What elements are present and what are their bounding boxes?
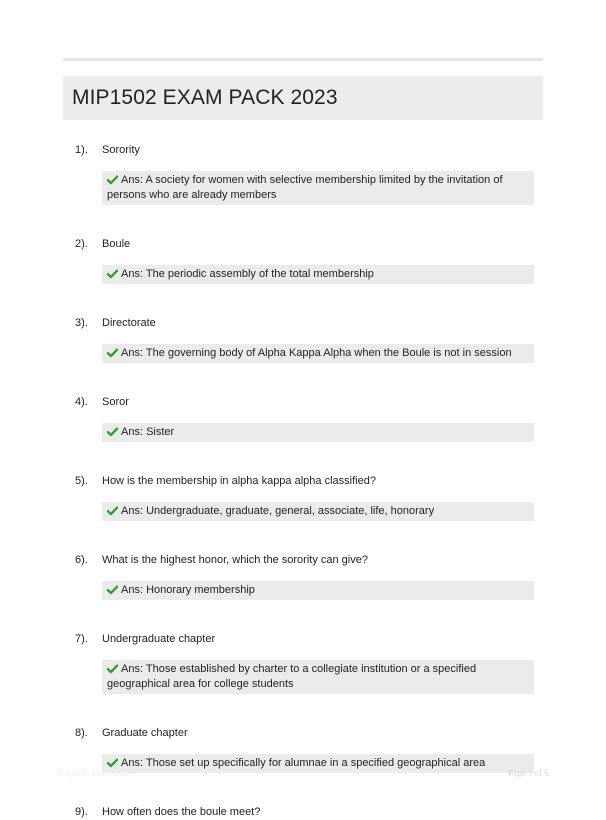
question-text: How often does the boule meet? <box>102 806 261 818</box>
answer-text: Ans: The periodic assembly of the total membership <box>121 268 374 280</box>
question-number: 7). <box>75 633 88 645</box>
answer-text: Ans: A society for women with selective membership limited by the invitation of persons who are already members <box>107 174 503 201</box>
question-number: 3). <box>75 317 88 329</box>
answer-text: Ans: Those set up specifically for alumnae in a specified geographical area <box>121 757 486 769</box>
check-icon <box>107 348 118 358</box>
check-icon <box>107 664 118 674</box>
question-text: Soror <box>102 396 129 408</box>
check-icon <box>107 175 118 185</box>
answer-text: Ans: Those established by charter to a collegiate institution or a specified geographical area for college students <box>107 663 477 690</box>
question-text: Sorority <box>102 144 140 156</box>
answer-box <box>102 344 534 363</box>
question-item <box>63 805 543 820</box>
answer-box <box>102 423 534 442</box>
answer-box <box>102 265 534 284</box>
answer-text: Ans: Undergraduate, graduate, general, associate, life, honorary <box>121 505 435 517</box>
question-text: Directorate <box>102 317 156 329</box>
question-number: 2). <box>75 238 88 250</box>
answer-box <box>102 754 534 773</box>
question-number: 8). <box>75 727 88 739</box>
question-list <box>63 143 543 820</box>
question-item <box>63 632 543 694</box>
question-text: Boule <box>102 238 131 250</box>
question-number: 1). <box>75 144 88 156</box>
question-number: 4). <box>75 396 88 408</box>
question-item <box>63 316 543 363</box>
question-text: Undergraduate chapter <box>102 633 216 645</box>
question-item <box>63 726 543 773</box>
page-title: MIP1502 EXAM PACK 2023 <box>72 86 338 109</box>
page-number: Page 1 of 6 <box>508 768 549 778</box>
question-item <box>63 553 543 600</box>
question-item <box>63 143 543 205</box>
check-icon <box>107 506 118 516</box>
answer-box <box>102 502 534 521</box>
answer-box <box>102 581 534 600</box>
footer-watermark: PaperBrilliant.com <box>58 768 132 778</box>
check-icon <box>107 427 118 437</box>
answer-box <box>102 171 534 205</box>
question-text: How is the membership in alpha kappa alpha classified? <box>102 475 376 487</box>
check-icon <box>107 585 118 595</box>
question-number: 9). <box>75 806 88 818</box>
question-item <box>63 237 543 284</box>
question-number: 5). <box>75 475 88 487</box>
question-text: Graduate chapter <box>102 727 188 739</box>
title-bar <box>63 76 543 120</box>
answer-text: Ans: Sister <box>121 426 175 438</box>
question-item <box>63 395 543 442</box>
question-text: What is the highest honor, which the sorority can give? <box>102 554 368 566</box>
answer-box <box>102 660 534 694</box>
check-icon <box>107 269 118 279</box>
answer-text: Ans: Honorary membership <box>121 584 255 596</box>
answer-text: Ans: The governing body of Alpha Kappa Alpha when the Boule is not in session <box>121 347 512 359</box>
question-item <box>63 474 543 521</box>
question-number: 6). <box>75 554 88 566</box>
top-divider <box>63 58 543 61</box>
check-icon <box>107 758 118 768</box>
